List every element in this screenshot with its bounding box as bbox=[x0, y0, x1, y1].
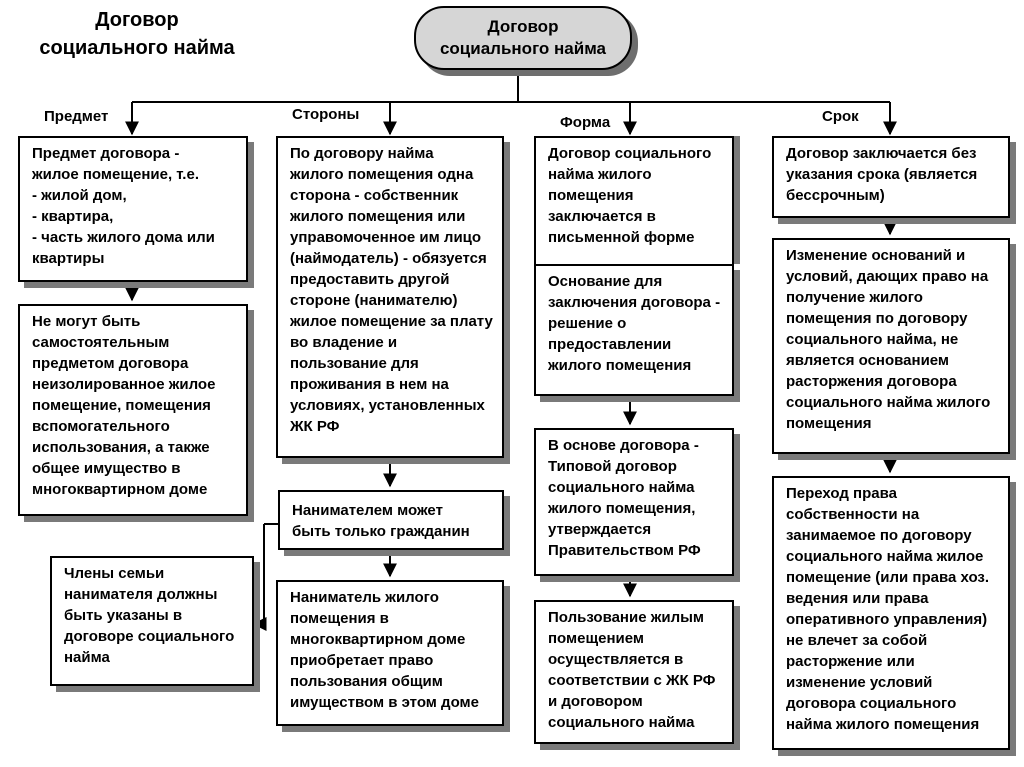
family-members-box: Члены семьи нанимателя должны быть указаны в договоре социального найма bbox=[50, 556, 254, 686]
diagram-title bbox=[22, 6, 252, 62]
form-box-3: Пользование жилым помещением осуществляется в соответствии с ЖК РФ и договором социального найма bbox=[534, 600, 734, 744]
diagram-title-line2: социального найма bbox=[39, 37, 235, 59]
parties-box-1: По договору найма жилого помещения одна сторона - собственник жилого помещения или управомоченное им лицо (наймодатель) - обязуется предоставить другой стороне (нанимателю) жилое помещение за плату во владение и пользование для проживания в нем на условиях, установленных ЖК РФ bbox=[276, 136, 504, 458]
form-box-1a: Договор социального найма жилого помещения заключается в письменной форме bbox=[534, 136, 734, 264]
term-box-2: Изменение оснований и условий, дающих право на получение жилого помещения по договору социального найма, не является основанием расторжения договора социального найма жилого помещения bbox=[772, 238, 1010, 454]
form-box-1b: Основание для заключения договора - решение о предоставлении жилого помещения bbox=[534, 264, 734, 396]
root-node bbox=[414, 6, 632, 70]
form-box-2: В основе договора - Типовой договор социального найма жилого помещения, утверждается Правительством РФ bbox=[534, 428, 734, 576]
label-form: Форма bbox=[560, 114, 611, 131]
root-node-line2: социального найма bbox=[439, 39, 607, 58]
term-box-1: Договор заключается без указания срока (является бессрочным) bbox=[772, 136, 1010, 218]
subject-box-1: Предмет договора - жилое помещение, т.е. - жилой дом, - квартира, - часть жилого дома или квартиры bbox=[18, 136, 248, 282]
root-node-line1: Договор bbox=[487, 17, 559, 36]
label-term: Срок bbox=[822, 108, 859, 125]
label-parties: Стороны bbox=[292, 106, 360, 123]
diagram-title-line1: Договор bbox=[95, 9, 179, 31]
label-subject: Предмет bbox=[44, 108, 109, 125]
subject-box-2: Не могут быть самостоятельным предметом договора неизолированное жилое помещение, помещения вспомогательного использования, а также общее имущество в многоквартирном доме bbox=[18, 304, 248, 516]
term-box-3: Переход права собственности на занимаемое по договору социального найма жилое помещение (или права хоз. ведения или права оперативного управления) не влечет за собой расторжение или изменение условий договора социального найма жилого помещения bbox=[772, 476, 1010, 750]
parties-box-3: Наниматель жилого помещения в многоквартирном доме приобретает право пользования общим имуществом в этом доме bbox=[276, 580, 504, 726]
parties-box-2: Нанимателем может быть только гражданин bbox=[278, 490, 504, 550]
